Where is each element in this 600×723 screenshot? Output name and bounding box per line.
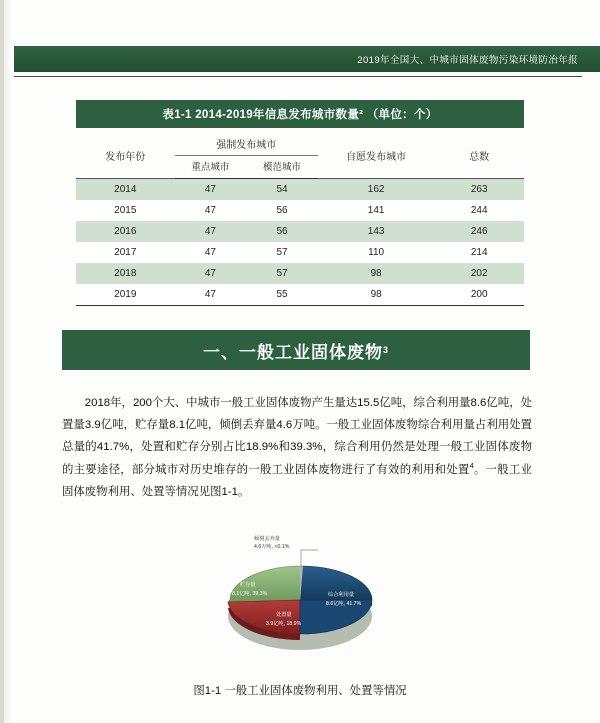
cell-year: 2017	[76, 242, 175, 263]
cell-demo: 55	[246, 284, 318, 306]
section-heading-text: 一、一般工业固体废物	[202, 342, 383, 362]
table-row	[76, 200, 524, 221]
table-row	[76, 221, 524, 242]
th-year: 发布年份	[76, 128, 175, 179]
section-heading-banner	[62, 330, 530, 370]
page-header-rule	[14, 76, 582, 77]
pie-label-disposal-line2: 3.9亿吨, 18.9%	[266, 621, 302, 627]
table-row	[76, 263, 524, 284]
cell-year: 2016	[76, 221, 175, 242]
cell-demo: 54	[246, 179, 318, 201]
body-paragraph	[62, 392, 532, 503]
table-head	[76, 128, 524, 179]
cell-year: 2019	[76, 284, 175, 306]
cell-voluntary: 98	[318, 284, 434, 306]
cell-demo: 57	[246, 242, 318, 263]
table-container	[76, 100, 524, 306]
cell-key: 47	[175, 200, 247, 221]
city-count-table	[76, 100, 524, 306]
body-paragraph-tail: 。一般工业固体废物利用、处置等情况见图1-1。	[62, 463, 532, 498]
table-row	[76, 179, 524, 201]
cell-demo: 56	[246, 200, 318, 221]
cell-year: 2015	[76, 200, 175, 221]
pie-label-use-line2: 8.6亿吨, 41.7%	[326, 601, 362, 607]
pie-label-dumped-line2: 4.6万吨, <0.1%	[254, 544, 290, 550]
cell-voluntary: 98	[318, 263, 434, 284]
pie-chart	[150, 520, 450, 672]
cell-key: 47	[175, 179, 247, 201]
body-paragraph-block	[62, 392, 532, 503]
body-footnote-marker: 4	[469, 460, 474, 470]
cell-year: 2014	[76, 179, 175, 201]
figure-caption: 图1-1 一般工业固体废物利用、处置等情况	[193, 685, 407, 697]
pie-chart-svg	[150, 520, 450, 672]
th-demo-city: 模范城市	[246, 156, 318, 179]
page-left-margin	[0, 0, 14, 723]
th-total: 总数	[434, 128, 524, 179]
cell-voluntary: 143	[318, 221, 434, 242]
cell-key: 47	[175, 221, 247, 242]
cell-year: 2018	[76, 263, 175, 284]
cell-voluntary: 162	[318, 179, 434, 201]
table-header-row-top	[76, 128, 524, 156]
cell-total: 244	[434, 200, 524, 221]
pie-label-disposal-line1: 处置量	[276, 612, 292, 618]
page-header-band	[14, 46, 600, 72]
cell-voluntary: 110	[318, 242, 434, 263]
cell-demo: 57	[246, 263, 318, 284]
table-body	[76, 179, 524, 306]
pie-label-dumped-line1: 倾倒丢弃量	[254, 536, 280, 542]
table-row	[76, 242, 524, 263]
page-spine-line	[0, 0, 4, 723]
cell-key: 47	[175, 284, 247, 306]
th-voluntary: 自愿发布城市	[318, 128, 434, 179]
pie-label-storage-line1: 贮存量	[240, 582, 256, 588]
cell-key: 47	[175, 263, 247, 284]
th-key-city: 重点城市	[175, 156, 247, 179]
table-row	[76, 284, 524, 306]
cell-total: 246	[434, 221, 524, 242]
cell-demo: 56	[246, 221, 318, 242]
th-mandatory-group: 强制发布城市	[175, 128, 318, 156]
cell-total: 202	[434, 263, 524, 284]
pie-label-use-line1: 综合利用量	[328, 592, 354, 598]
cell-total: 214	[434, 242, 524, 263]
page-header-title: 2019年全国大、中城市固体废物污染环境防治年报	[357, 55, 578, 66]
pie-leader-line-dumped	[301, 550, 318, 568]
body-paragraph-main: 2018年，200个大、中城市一般工业固体废物产生量达15.5亿吨，综合利用量8.6亿吨，处置量3.9亿吨，贮存量8.1亿吨，倾倒丢弃量4.6万吨。一般工业固体废物综合利用量占利用处置总量的41.7%，处置和贮存分别占比18.9%和39.3%，综合利用仍然是处理一般工业固体废物的主要途径，部分城市对历史堆存的一般工业固体废物进行了有效的利用和处置	[62, 397, 532, 476]
cell-key: 47	[175, 242, 247, 263]
pie-label-dumped	[254, 534, 290, 550]
cell-total: 200	[434, 284, 524, 306]
table-caption: 表1-1 2014-2019年信息发布城市数量² （单位：个）	[76, 100, 524, 128]
cell-voluntary: 141	[318, 200, 434, 221]
pie-label-storage-line2: 8.1亿吨, 39.3%	[232, 591, 268, 597]
section-heading-footnote-marker: 3	[382, 345, 389, 355]
cell-total: 263	[434, 179, 524, 201]
